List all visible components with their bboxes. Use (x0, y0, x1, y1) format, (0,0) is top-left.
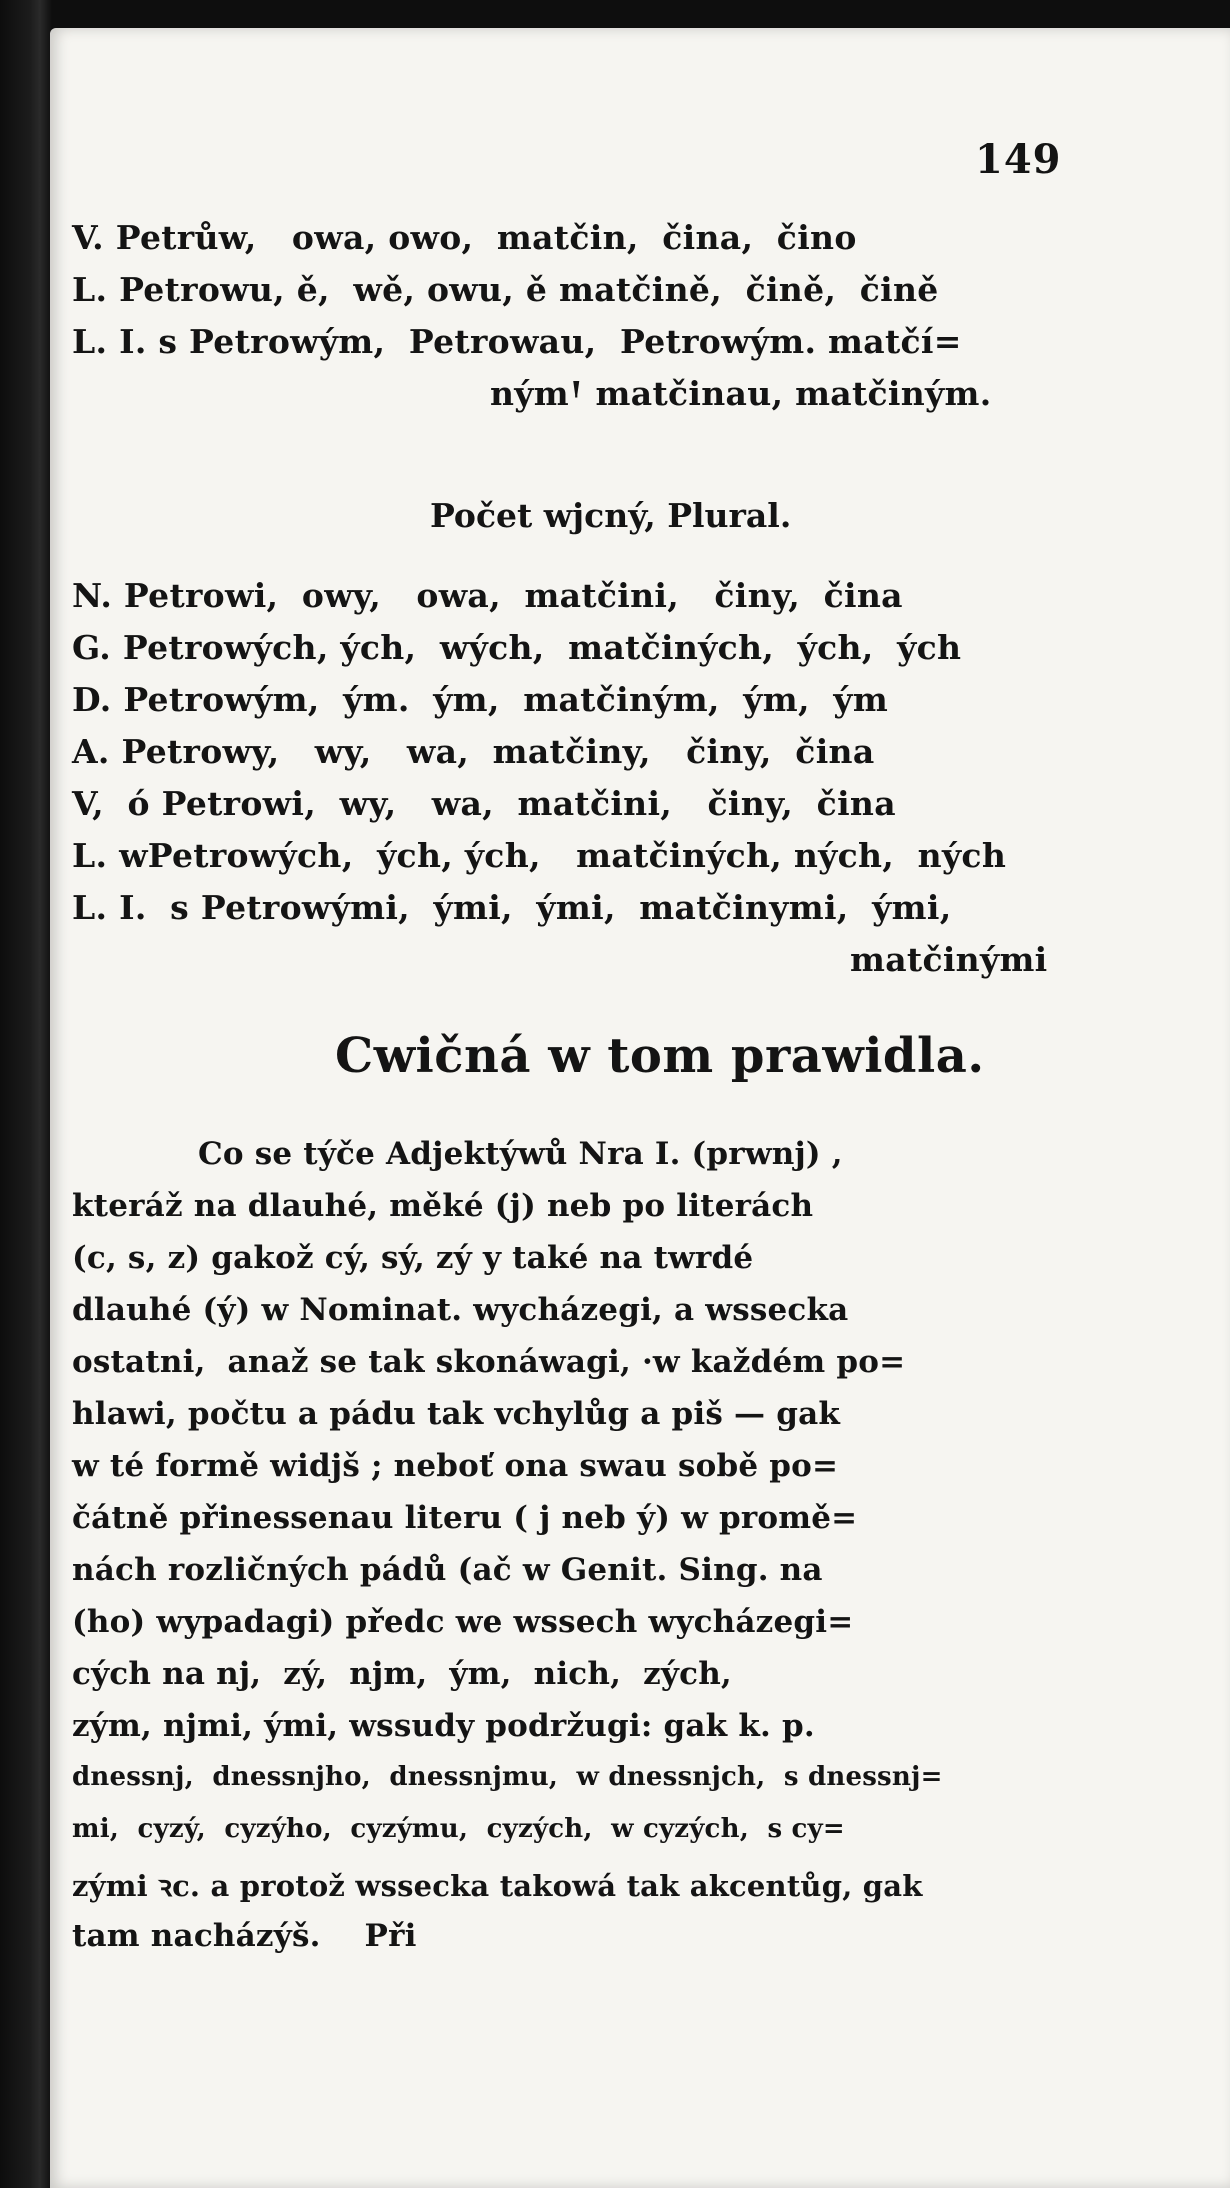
declension-line-vocative: V. Petrůw, owa, owo, matčin, čina, čino (72, 218, 857, 257)
prose-line: (c, s, z) gakož cý, sý, zý y také na twrdé (72, 1240, 754, 1276)
prose-line: dlauhé (ý) w Nominat. wycházegi, a wssecka (72, 1292, 849, 1328)
plural-line-dative: D. Petrowým, ým. ým, matčiným, ým, ým (72, 680, 889, 719)
prose-line: (ho) wypadagi) předc we wssech wycházegi= (72, 1604, 854, 1640)
prose-line: Co se týče Adjektýwů Nra I. (prwnj) , (198, 1136, 843, 1172)
prose-line: zými ꝛc. a protož wssecka takowá tak akcentůg, gak (72, 1869, 923, 1903)
plural-line-nominative: N. Petrowi, owy, owa, matčini, činy, čina (72, 576, 903, 615)
plural-heading: Počet wjcný, Plural. (430, 496, 792, 535)
section-title: Cwičná w tom prawidla. (335, 1028, 985, 1084)
prose-line: mi, cyzý, cyzýho, cyzýmu, cyzých, w cyzých, s cy= (72, 1814, 845, 1844)
declension-line-instrumental-continued: nýmꞋ matčinau, matčiným. (490, 374, 992, 413)
plural-line-vocative: V, ó Petrowi, wy, wa, matčini, činy, čina (72, 784, 896, 823)
declension-line-locative: L. Petrowu, ě, wě, owu, ě matčině, čině, čině (72, 270, 939, 309)
prose-line: nách rozličných pádů (ač w Genit. Sing. na (72, 1552, 823, 1588)
prose-line: hlawi, počtu a pádu tak vchylůg a piš — gak (72, 1396, 841, 1432)
prose-line: čátně přinessenau literu ( j neb ý) w promě= (72, 1500, 858, 1536)
plural-line-instrumental-continued: matčinými (850, 940, 1048, 979)
prose-line: zým, njmi, ými, wssudy podržugi: gak k. p. (72, 1708, 815, 1744)
plural-line-genitive: G. Petrowých, ých, wých, matčiných, ých, ých (72, 628, 962, 667)
declension-line-instrumental: L. I. s Petrowým, Petrowau, Petrowým. matčí= (72, 322, 962, 361)
prose-line: cých na nj, zý, njm, ým, nich, zých, (72, 1656, 732, 1692)
plural-line-instrumental: L. I. s Petrowými, ými, ými, matčinymi, ými, (72, 888, 952, 927)
prose-line: dnessnj, dnessnjho, dnessnjmu, w dnessnjch, s dnessnj= (72, 1762, 943, 1792)
prose-line: w té formě widjš ; neboť ona swau sobě po= (72, 1448, 839, 1484)
plural-line-locative: L. wPetrowých, ých, ých, matčiných, ných, ných (72, 836, 1007, 875)
plural-line-accusative: A. Petrowy, wy, wa, matčiny, činy, čina (72, 732, 875, 771)
prose-line: kteráž na dlauhé, měké (j) neb po literách (72, 1188, 814, 1224)
prose-line: ostatni, anaž se tak skonáwagi, ·w každém po= (72, 1344, 906, 1380)
book-page (50, 28, 1230, 2188)
page-number: 149 (975, 136, 1062, 183)
prose-line: tam nacházýš. Při (72, 1918, 417, 1954)
